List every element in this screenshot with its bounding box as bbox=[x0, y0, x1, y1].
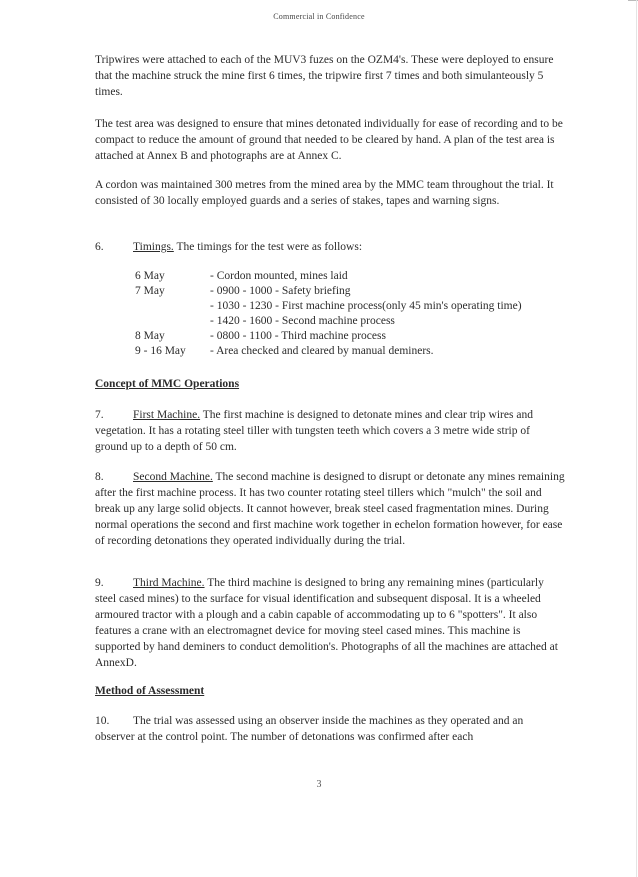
section-intro: The timings for the test were as follows: bbox=[173, 241, 363, 253]
timing-date: 9 - 16 May bbox=[135, 345, 186, 357]
item-text: The third machine is designed to bring any remaining mines (particularly steel cased mines) to the surface for visual identification and subsequent disposal. It is a wheeled armoured tractor with a plough and a cabin capable of accommodating up to 6 "spotters". It also features a crane with an electromagnet device for moving steel cased mines. This machine is supported by hand deminers to conduct demolition's. Photographs of all the machines are attached at AnnexD. bbox=[95, 577, 558, 669]
timing-date: 8 May bbox=[135, 330, 165, 342]
timing-row bbox=[135, 329, 522, 344]
page-number: 3 bbox=[316, 779, 322, 790]
page-header: Commercial in Confidence bbox=[273, 12, 365, 21]
timing-row bbox=[135, 344, 522, 359]
timing-text: - 0800 - 1100 - Third machine process bbox=[210, 330, 386, 342]
assessment-heading: Method of Assessment bbox=[95, 685, 205, 697]
timing-row bbox=[135, 284, 522, 299]
timing-text: - 1420 - 1600 - Second machine process bbox=[210, 315, 395, 327]
item-title: Third Machine. bbox=[133, 577, 205, 589]
item-number: 9. bbox=[95, 577, 104, 589]
timing-row bbox=[135, 314, 522, 329]
timing-text: - 0900 - 1000 - Safety briefing bbox=[210, 285, 351, 297]
item-second-machine bbox=[95, 469, 565, 549]
timing-date bbox=[135, 314, 210, 329]
paragraph-test-area: The test area was designed to ensure that mines detonated individually for ease of recording and to be compact to reduce the amount of ground that needed to be cleared by hand. A plan of the test area is attached at Annex B and photographs are at Annex C. bbox=[95, 118, 563, 162]
item-number: 8. bbox=[95, 471, 104, 483]
timings-table bbox=[135, 269, 522, 359]
paragraph-tripwires: Tripwires were attached to each of the MUV3 fuzes on the OZM4's. These were deployed to ensure that the machine struck the mine first 6 times, the tripwire first 7 times and both simulanteously 5 times. bbox=[95, 54, 554, 98]
timing-text: - Cordon mounted, mines laid bbox=[210, 270, 348, 282]
concept-heading: Concept of MMC Operations bbox=[95, 378, 240, 390]
timing-text: - 1030 - 1230 - First machine process(only 45 min's operating time) bbox=[210, 300, 522, 312]
item-number: 7. bbox=[95, 409, 104, 421]
item-title: Second Machine. bbox=[133, 471, 213, 483]
item-text: The first machine is designed to detonate mines and clear trip wires and vegetation. It has a rotating steel tiller with tungsten teeth which covers a 3 metre wide strip of ground up to a depth of 50 cm. bbox=[95, 409, 533, 453]
item-number: 10. bbox=[95, 715, 110, 727]
paragraph-cordon: A cordon was maintained 300 metres from the mined area by the MMC team throughout the trial. It consisted of 30 locally employed guards and a series of stakes, tapes and warning signs. bbox=[95, 179, 554, 207]
item-assessment bbox=[95, 713, 565, 745]
timing-date: 7 May bbox=[135, 285, 165, 297]
item-first-machine bbox=[95, 407, 565, 455]
timing-date: 6 May bbox=[135, 270, 165, 282]
section-number: 6. bbox=[95, 241, 104, 253]
section-6-timings bbox=[95, 239, 565, 255]
section-title: Timings. bbox=[133, 241, 174, 253]
item-title: First Machine. bbox=[133, 409, 201, 421]
timing-row bbox=[135, 299, 522, 314]
scan-edge-line bbox=[636, 0, 637, 877]
timing-row bbox=[135, 269, 522, 284]
item-text: The second machine is designed to disrupt or detonate any mines remaining after the first machine process. It has two counter rotating steel tillers which "mulch" the soil and break up any large solid objects. It cannot however, break steel cased fragmentation mines. During normal operations the second and first machine work together in echelon formation however, for ease of recording detonations they operated individually during the trial. bbox=[95, 471, 565, 547]
item-third-machine bbox=[95, 575, 565, 671]
item-text: The trial was assessed using an observer inside the machines as they operated and an observer at the control point. The number of detonations was confirmed after each bbox=[95, 715, 524, 743]
timing-date bbox=[135, 299, 210, 314]
timing-text: - Area checked and cleared by manual deminers. bbox=[210, 345, 434, 357]
